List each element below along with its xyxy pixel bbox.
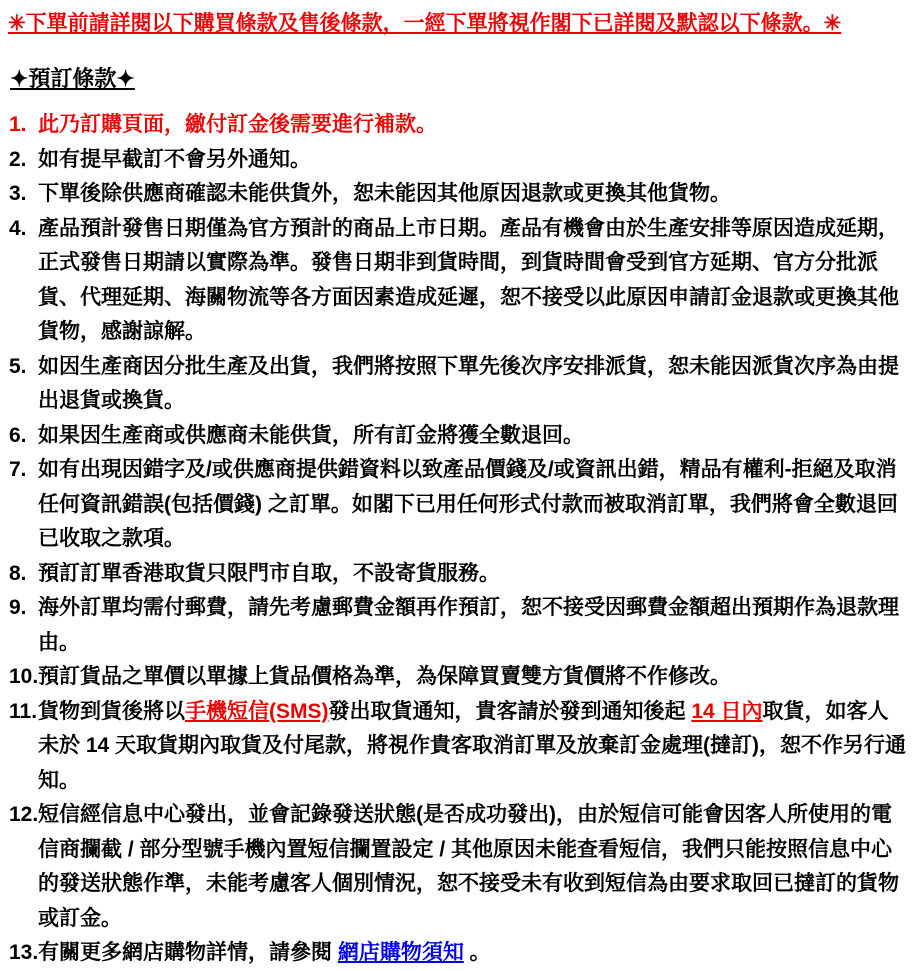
term-number: 10. xyxy=(9,665,39,688)
term-text xyxy=(38,424,584,447)
term-text-run: 此乃訂購頁面，繳付訂金後需要進行補款。 xyxy=(38,113,437,136)
term-item-11 xyxy=(8,695,907,799)
term-number: 6. xyxy=(9,423,27,447)
term-number: 1. xyxy=(9,113,27,136)
term-item-4 xyxy=(8,212,907,350)
term-text-run: 海外訂單均需付郵費，請先考慮郵費金額再作預訂，恕不接受因郵費金額超出預期作為退款理由。 xyxy=(38,596,899,654)
term-text xyxy=(38,113,437,136)
term-item-5 xyxy=(8,350,907,419)
term-item-12 xyxy=(8,798,907,936)
term-item-7 xyxy=(8,453,907,557)
section-heading: ✦預訂條款✦ xyxy=(10,66,135,91)
term-text-run: 如因生產商因分批生產及出貨，我們將按照下單先後次序安排派貨，恕未能因派貨次序為由提出退貨或換貨。 xyxy=(38,354,899,412)
term-text xyxy=(38,562,500,585)
term-text-run: 預訂貨品之單價以單據上貨品價格為準，為保障買賣雙方貨價將不作修改。 xyxy=(38,665,731,688)
term-text xyxy=(38,217,899,344)
page-title: ✳下單前請詳閱以下購買條款及售後條款，一經下單將視作閣下已詳閱及默認以下條款。✳ xyxy=(8,12,842,35)
term-text xyxy=(38,355,899,413)
term-item-2 xyxy=(8,143,907,178)
store-shopping-notice-link[interactable]: 網店購物須知 xyxy=(337,941,464,964)
term-text xyxy=(38,803,899,930)
term-text-run: 有關更多網店購物詳情，請參閱 xyxy=(38,941,338,964)
term-number: 5. xyxy=(9,354,27,378)
term-number: 11. xyxy=(9,699,38,723)
term-text-run: 手機短信(SMS) xyxy=(185,699,329,723)
term-item-9 xyxy=(8,591,907,660)
term-text-run: 產品預計發售日期僅為官方預計的商品上市日期。產品有機會由於生產安排等原因造成延期，正式發售日期請以實際為準。發售日期非到貨時間，到貨時間會受到官方延期、官方分批派貨、代理延期、海關物流等各方面因素造成延遲，恕不接受以此原因申請訂金退款或更換其他貨物，感謝諒解。 xyxy=(38,216,899,343)
term-item-13 xyxy=(8,936,907,971)
term-number: 4. xyxy=(9,216,27,240)
term-text xyxy=(38,665,731,688)
term-text-run: 發出取貨通知，貴客請於發到通知後起 xyxy=(328,699,692,723)
term-text xyxy=(38,182,731,205)
term-text xyxy=(38,458,898,550)
term-item-10 xyxy=(8,660,907,695)
term-number: 7. xyxy=(9,458,27,481)
term-text-run: 預訂訂單香港取貨只限門市自取，不設寄貨服務。 xyxy=(38,561,500,585)
term-text-run: 下單後除供應商確認未能供貨外，恕未能因其他原因退款或更換其他貨物。 xyxy=(38,182,731,205)
term-item-3 xyxy=(8,177,907,212)
term-text xyxy=(38,148,311,171)
term-text xyxy=(38,596,899,654)
term-text-run: 14 日內 xyxy=(691,699,763,723)
term-text-run: 取貨，如客人未於 14 天取貨期內取貨及付尾款，將視作貴客取消訂單及放棄訂金處理(撻訂)，恕不作另行通知。 xyxy=(38,699,907,792)
term-text xyxy=(38,941,491,964)
term-text-run: 。 xyxy=(463,941,491,964)
term-item-8 xyxy=(8,557,907,592)
terms-list xyxy=(8,108,907,971)
term-number: 9. xyxy=(9,596,27,619)
term-number: 3. xyxy=(9,182,27,205)
term-text xyxy=(38,700,906,792)
term-text-run: 如有出現因錯字及/或供應商提供錯資料以致產品價錢及/或資訊出錯，精品有權利-拒絕及取消任何資訊錯誤(包括價錢) 之訂單。如閣下已用任何形式付款而被取消訂單，我們將會全數退回已收取之款項。 xyxy=(38,458,898,550)
term-text-run: 貨物到貨後將以 xyxy=(38,699,185,723)
term-number: 13. xyxy=(9,941,39,964)
term-number: 2. xyxy=(9,147,27,171)
term-number: 12. xyxy=(9,803,39,826)
term-text-run: 如果因生產商或供應商未能供貨，所有訂金將獲全數退回。 xyxy=(38,423,584,447)
term-number: 8. xyxy=(9,561,27,585)
term-text-run: 短信經信息中心發出，並會記錄發送狀態(是否成功發出)，由於短信可能會因客人所使用的電信商攔截 / 部分型號手機內置短信攔置設定 / 其他原因未能查看短信，我們只能按照信息中心的發送狀態作準，未能考慮客人個別情況，恕不接受未有收到短信為由要求取回已撻訂的貨物或訂金。 xyxy=(38,803,899,930)
term-text-run: 如有提早截訂不會另外通知。 xyxy=(38,147,311,171)
term-item-6 xyxy=(8,419,907,454)
term-item-1 xyxy=(8,108,907,143)
